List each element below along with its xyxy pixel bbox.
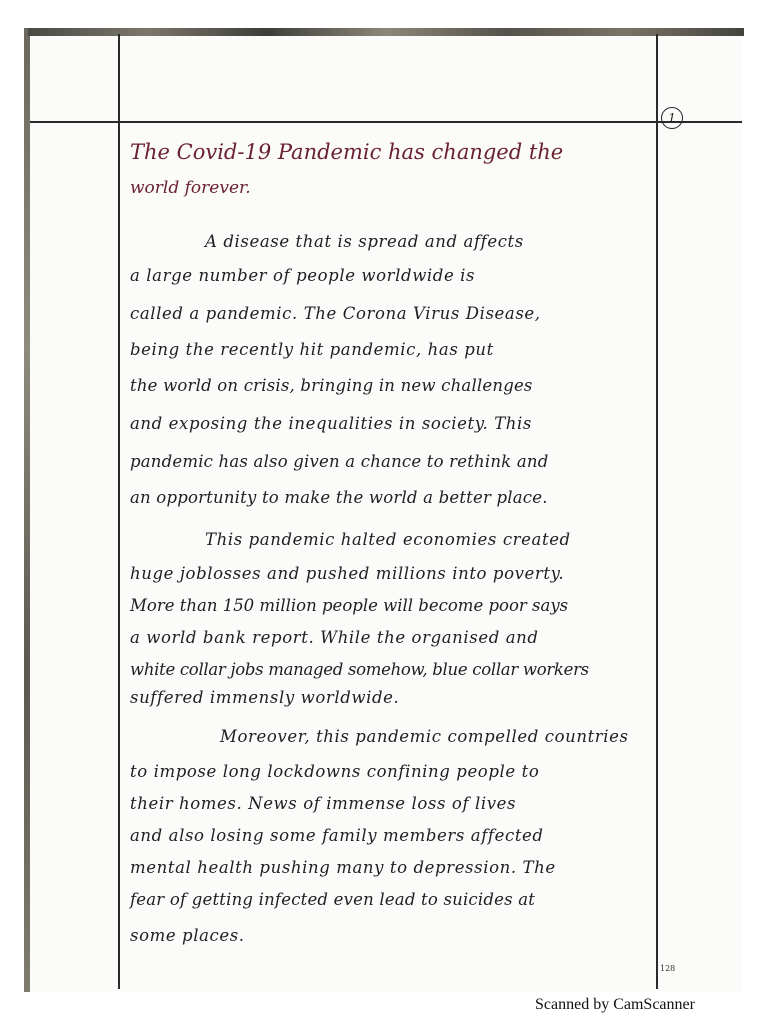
p1-line-5: the world on crisis, bringing in new challenges	[130, 376, 533, 395]
p1-line-6: and exposing the inequalities in society. This	[130, 414, 532, 433]
p3-line-1: Moreover, this pandemic compelled countries	[220, 727, 629, 746]
p3-line-3: their homes. News of immense loss of lives	[130, 794, 517, 813]
p1-line-7: pandemic has also given a chance to rethink and	[130, 452, 549, 471]
page-number: 1	[661, 107, 683, 129]
p1-line-1: A disease that is spread and affects	[205, 232, 524, 251]
p1-line-3: called a pandemic. The Corona Virus Disease,	[130, 304, 541, 323]
p2-line-6: suffered immensly worldwide.	[130, 688, 400, 707]
page-folio-number: 128	[660, 964, 676, 973]
header-rule	[30, 121, 742, 123]
p3-line-7: some places.	[130, 926, 245, 945]
right-margin-line	[656, 34, 658, 989]
p3-line-5: mental health pushing many to depression. The	[130, 858, 556, 877]
p1-line-4: being the recently hit pandemic, has put	[130, 340, 494, 359]
left-margin-line	[118, 34, 120, 989]
scanner-watermark: Scanned by CamScanner	[535, 996, 695, 1013]
scan-edge-top	[28, 28, 744, 36]
p2-line-4: a world bank report. While the organised and	[130, 628, 539, 647]
title-line-1: The Covid-19 Pandemic has changed the	[130, 140, 564, 164]
title-line-2: world forever.	[130, 178, 251, 198]
p3-line-4: and also losing some family members affected	[130, 826, 544, 845]
p2-line-2: huge joblosses and pushed millions into poverty.	[130, 564, 565, 583]
p2-line-1: This pandemic halted economies created	[205, 530, 571, 549]
p1-line-2: a large number of people worldwide is	[130, 266, 476, 285]
p3-line-6: fear of getting infected even lead to suicides at	[130, 890, 536, 909]
p2-line-3: More than 150 million people will become poor says	[130, 596, 569, 615]
p3-line-2: to impose long lockdowns confining people to	[130, 762, 540, 781]
p1-line-8: an opportunity to make the world a better place.	[130, 488, 548, 507]
p2-line-5: white collar jobs managed somehow, blue collar workers	[130, 660, 589, 679]
